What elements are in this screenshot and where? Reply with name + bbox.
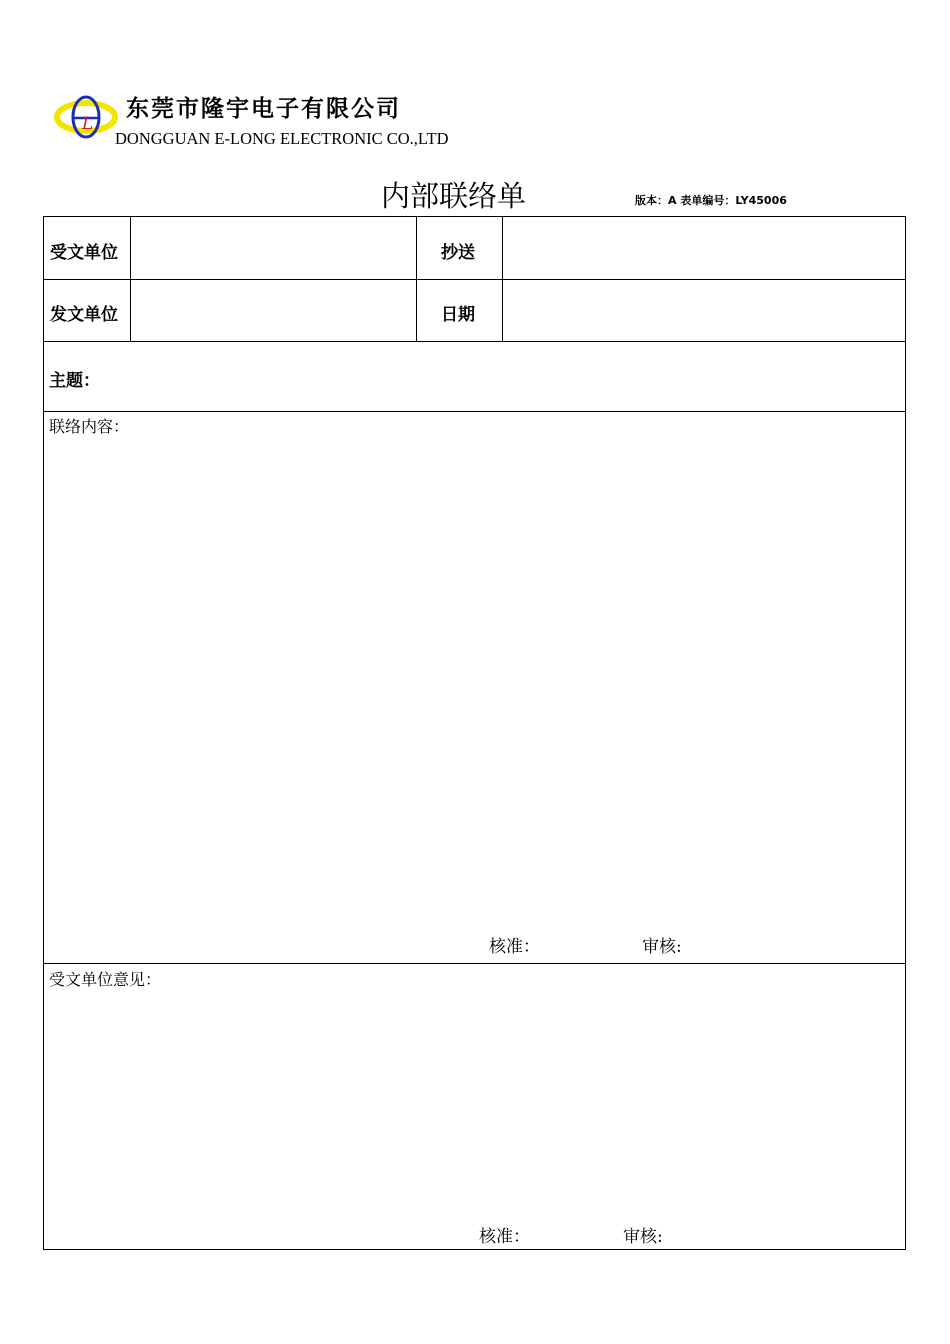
content-label: 联络内容： (49, 417, 130, 436)
content-review-label: 审核: (642, 937, 682, 957)
column-divider (502, 217, 503, 341)
receiving-unit-label: 受文单位 (50, 243, 118, 263)
sending-unit-field[interactable] (136, 300, 408, 322)
row-divider (44, 279, 905, 280)
opinion-label: 受文单位意见： (49, 970, 162, 989)
column-divider (130, 217, 131, 341)
receiving-unit-field[interactable] (136, 238, 408, 260)
memo-form (43, 216, 906, 1250)
row-divider (44, 341, 905, 342)
opinion-approve-label: 核准： (479, 1227, 530, 1247)
date-field[interactable] (508, 300, 898, 322)
cc-field[interactable] (508, 238, 898, 260)
subject-label: 主题： (49, 371, 100, 391)
form-version-number: 版本：A 表单编号：LY45006 (635, 194, 787, 207)
opinion-review-label: 审核: (623, 1227, 663, 1247)
company-name-en: DONGGUAN E-LONG ELECTRONIC CO.,LTD (115, 129, 449, 148)
date-label: 日期 (441, 305, 475, 325)
sending-unit-label: 发文单位 (50, 305, 118, 325)
page-title: 内部联络单 (381, 179, 527, 213)
row-divider (44, 963, 905, 964)
company-logo (54, 92, 118, 142)
cc-label: 抄送 (441, 243, 475, 263)
row-divider (44, 411, 905, 412)
column-divider (416, 217, 417, 341)
company-name-cn: 东莞市隆宇电子有限公司 (126, 95, 401, 122)
content-approve-label: 核准： (489, 937, 540, 957)
logo-letter: L (82, 114, 94, 134)
